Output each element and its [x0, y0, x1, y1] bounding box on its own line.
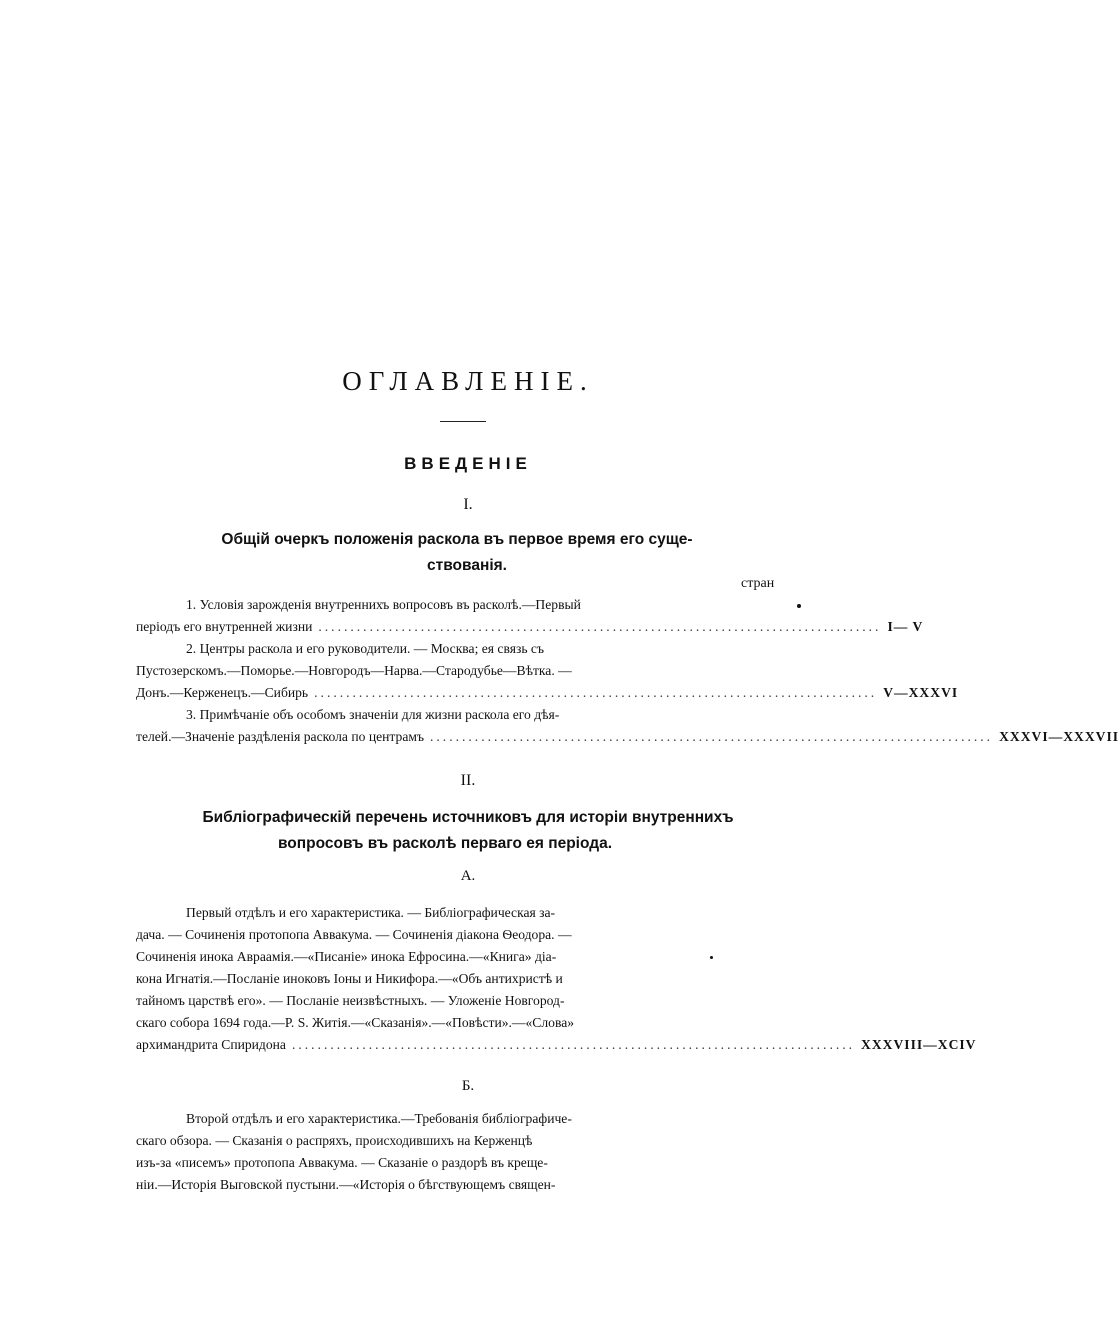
part1-heading [0, 527, 936, 579]
toc-line: Сочиненія инока Авраамія.—«Писаніе» инока Ефросина.—«Книга» діа- [136, 949, 557, 964]
toc-line: ніи.—Исторія Выговской пустыни.—«Исторія о бѣгствующемъ священ- [136, 1177, 556, 1192]
section-title: ВВЕДЕНІЕ [404, 454, 532, 473]
part1-numeral: I. [463, 496, 473, 513]
toc-line: Пустозерскомъ.—Поморье.—Новгородъ—Нарва.—Стародубье—Вѣтка. — [136, 663, 572, 678]
leader-dots: ........................................................................................ [291, 1037, 856, 1052]
toc-entry-pages: XXXVI—XXXVII [999, 729, 1119, 744]
toc-entry[interactable] [136, 726, 1119, 748]
part1-heading-line: ствованія. [427, 557, 507, 574]
toc-line: Второй отдѣлъ и его характеристика.—Требованія библіографиче- [186, 1111, 572, 1126]
leader-dots: ........................................................................................ [314, 685, 878, 700]
toc-line: 1. Условія зарожденія внутреннихъ вопросовъ въ расколѣ.—Первый [186, 597, 581, 612]
toc-entry[interactable] [136, 1034, 977, 1056]
page-title: ОГЛАВЛЕНІЕ. [342, 366, 594, 396]
leader-dots: ........................................................................................ [318, 619, 882, 634]
toc-line: дача. — Сочиненія протопопа Аввакума. — Сочиненія діакона Ѳеодора. — [136, 927, 572, 942]
part2-heading [0, 805, 936, 857]
page-column-label: стран [741, 576, 775, 591]
margin-dot [710, 956, 713, 959]
subsection-a-letter: А. [460, 868, 476, 884]
toc-line: тайномъ царствѣ его». — Посланіе неизвѣстныхъ. — Уложеніе Новгород- [136, 993, 565, 1008]
part2-heading-line: вопросовъ въ расколѣ перваго ея періода. [277, 835, 613, 852]
toc-entry-text: архимандрита Спиридона [136, 1037, 286, 1052]
toc-entry-pages: V—XXXVI [883, 685, 959, 700]
toc-entry-pages: I— V [887, 619, 924, 634]
leader-dots: ........................................................................................ [430, 729, 994, 744]
toc-line: 3. Примѣчаніе объ особомъ значеніи для жизни раскола его дѣя- [186, 707, 560, 722]
subsection-b-letter: Б. [461, 1078, 475, 1094]
toc-line: скаго собора 1694 года.—P. S. Житія.—«Сказанія».—«Повѣсти».—«Слова» [136, 1015, 575, 1030]
toc-entry-pages: XXXVIII—XCIV [861, 1037, 977, 1052]
part1-heading-line: Общій очеркъ положенія раскола въ первое время его суще- [221, 531, 693, 548]
toc-entry[interactable] [136, 616, 924, 638]
toc-entry[interactable] [136, 682, 959, 704]
toc-entry-text: періодъ его внутренней жизни [136, 619, 313, 634]
toc-line: кона Игнатія.—Посланіе иноковъ Іоны и Никифора.—«Объ антихристѣ и [136, 971, 563, 986]
title-divider [440, 421, 486, 422]
part2-numeral: II. [460, 772, 476, 789]
margin-dot [797, 604, 801, 608]
toc-line: изъ-за «писемъ» протопопа Аввакума. — Сказаніе о раздорѣ въ крещe- [136, 1155, 548, 1170]
toc-line: скаго обзора. — Сказанія о распряхъ, происходившихъ на Керженцѣ [136, 1133, 533, 1148]
toc-line: 2. Центры раскола и его руководители. — Москва; ея связь съ [186, 641, 544, 656]
toc-entry-text: телей.—Значеніе раздѣленія раскола по центрамъ [136, 729, 424, 744]
toc-line: Первый отдѣлъ и его характеристика. — Библіографическая за- [186, 905, 556, 920]
toc-entry-text: Донъ.—Керженецъ.—Сибирь [136, 685, 309, 700]
part2-heading-line: Библіографическій перечень источниковъ для исторіи внутреннихъ [202, 809, 734, 826]
